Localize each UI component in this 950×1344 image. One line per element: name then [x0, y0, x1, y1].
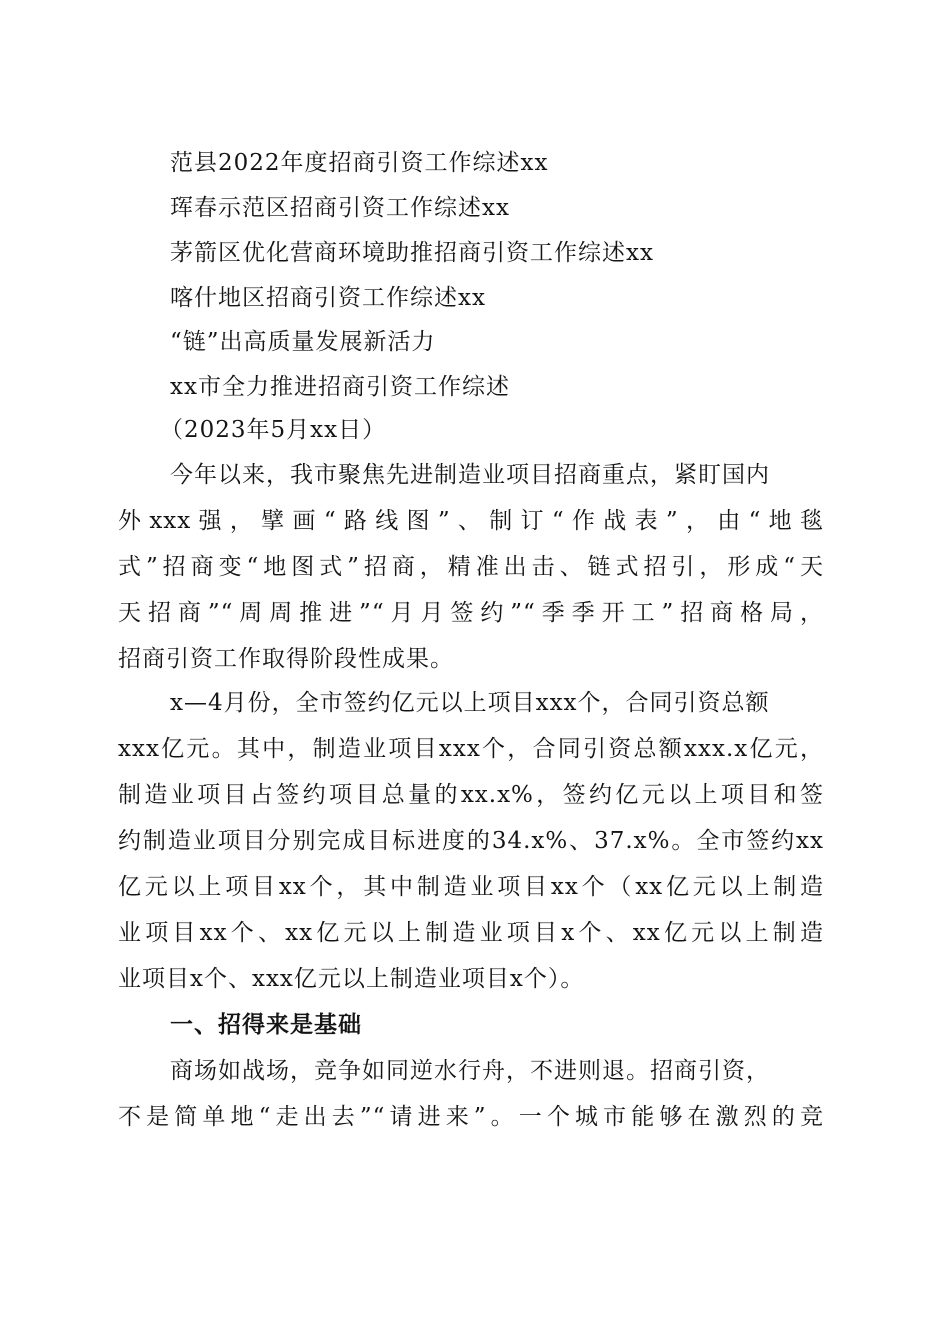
paragraph-2-line-4: 约制造业项目分别完成目标进度的34.x%、37.x%。全市签约xx: [118, 828, 824, 854]
paragraph-2-line-1: x—4月份，全市签约亿元以上项目xxx个，合同引资总额: [170, 690, 770, 716]
paragraph-2-line-7: 业项目x个、xxx亿元以上制造业项目x个）。: [118, 966, 585, 992]
date-line: （2023年5月xx日）: [160, 417, 387, 443]
toc-item-1: 范县2022年度招商引资工作综述xx: [170, 150, 549, 176]
toc-item-5: “链”出高质量发展新活力: [170, 329, 436, 355]
toc-item-4: 喀什地区招商引资工作综述xx: [170, 285, 486, 311]
paragraph-1-line-3: 式”招商变“地图式”招商，精准出击、链式招引，形成“天: [118, 554, 824, 580]
paragraph-1-line-2: 外xxx强，擘画“路线图”、制订“作战表”，由“地毯: [118, 508, 824, 534]
toc-item-2: 珲春示范区招商引资工作综述xx: [170, 195, 510, 221]
paragraph-1-line-4: 天招商”“周周推进”“月月签约”“季季开工”招商格局，: [118, 600, 824, 626]
paragraph-3-line-2: 不是简单地“走出去”“请进来”。一个城市能够在激烈的竞: [118, 1104, 824, 1130]
paragraph-2-line-6: 业项目xx个、xx亿元以上制造业项目x个、xx亿元以上制造: [118, 920, 824, 946]
paragraph-2-line-2: xxx亿元。其中，制造业项目xxx个，合同引资总额xxx.x亿元，: [118, 736, 824, 762]
paragraph-3-line-1: 商场如战场，竞争如同逆水行舟，不进则退。招商引资，: [170, 1058, 770, 1084]
paragraph-2-line-3: 制造业项目占签约项目总量的xx.x%，签约亿元以上项目和签: [118, 782, 824, 808]
paragraph-1-line-5: 招商引资工作取得阶段性成果。: [118, 646, 454, 672]
toc-item-3: 茅箭区优化营商环境助推招商引资工作综述xx: [170, 240, 654, 266]
toc-item-6: xx市全力推进招商引资工作综述: [170, 374, 510, 400]
paragraph-2-line-5: 亿元以上项目xx个，其中制造业项目xx个（xx亿元以上制造: [118, 874, 824, 900]
section-heading: 一、招得来是基础: [170, 1012, 362, 1038]
paragraph-1-line-1: 今年以来，我市聚焦先进制造业项目招商重点，紧盯国内: [170, 462, 770, 488]
